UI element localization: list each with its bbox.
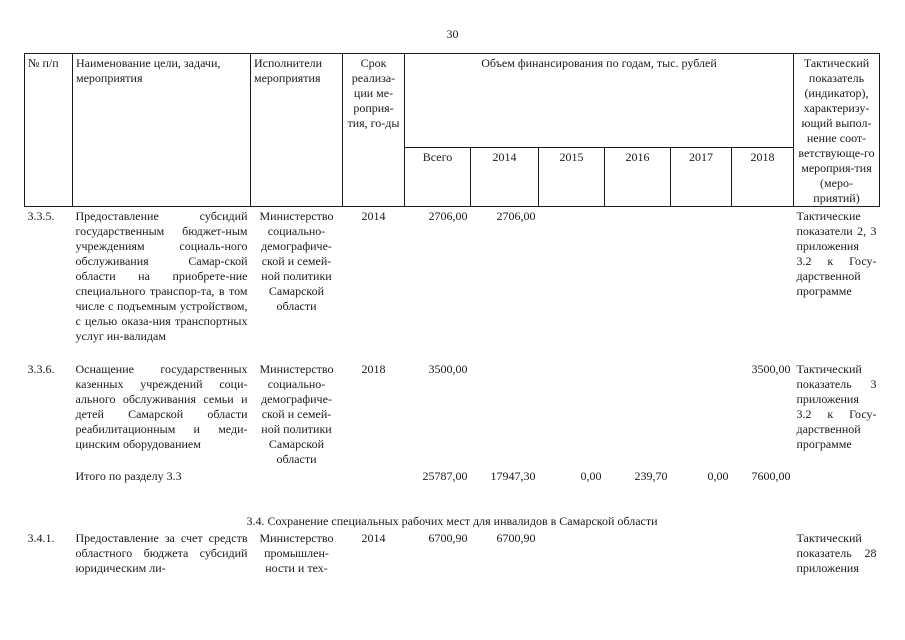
row-2018: 3500,00 xyxy=(751,361,791,376)
subtotal-2014: 17947,30 xyxy=(490,468,536,483)
row-2014: 2706,00 xyxy=(496,209,536,223)
header-2014: 2014 xyxy=(471,147,539,206)
row-total: 6700,90 xyxy=(428,530,468,545)
table-row xyxy=(25,529,880,576)
row-indicator: Тактический показатель 3 приложения 3.2 к Госу-дарственной программе xyxy=(796,361,877,451)
subtotal-2018: 7600,00 xyxy=(751,468,791,483)
row-2015 xyxy=(539,207,605,360)
row-term: 2014 xyxy=(361,209,386,223)
row-name: Предоставление за счет средств областного бюджета субсидий юридическим ли- xyxy=(75,530,248,575)
row-indicator: Тактические показатели 2, 3 приложения 3.2 к Госу-дарственной программе xyxy=(796,209,877,298)
subtotal-row xyxy=(25,467,880,484)
page-number: 30 xyxy=(446,27,459,41)
row-2018 xyxy=(732,207,794,360)
subtotal-2015: 0,00 xyxy=(580,468,602,483)
row-total: 2706,00 xyxy=(428,209,468,223)
row-num: 3.4.1. xyxy=(27,530,55,545)
row-num: 3.3.5. xyxy=(27,209,55,223)
row-2017 xyxy=(671,360,732,467)
row-2015 xyxy=(539,360,605,467)
section-title: 3.4. Сохранение специальных рабочих мест для инвалидов в Самарской области xyxy=(246,513,658,528)
header-funding: Объем финансирования по годам, тыс. рублей xyxy=(405,54,794,148)
row-num: 3.3.6. xyxy=(27,361,55,376)
header-2018: 2018 xyxy=(732,147,794,206)
table-row xyxy=(25,360,880,467)
row-executor: Министерство социально-демографиче-ской и семей-ной политики Самарской области xyxy=(259,361,334,466)
subtotal-total: 25787,00 xyxy=(422,468,468,483)
row-total: 3500,00 xyxy=(428,361,468,376)
header-indicator: Тактический показатель (индикатор), характеризу-ющий выпол-нение соот-ветствующе-го мероприя-тия (меро-приятий) xyxy=(794,54,880,207)
table-row xyxy=(25,207,880,360)
header-num: № п/п xyxy=(25,54,73,207)
subtotal-2016: 239,70 xyxy=(634,468,668,483)
row-2014: 6700,90 xyxy=(496,530,536,545)
header-2017: 2017 xyxy=(671,147,732,206)
header-name: Наименование цели, задачи, мероприятия xyxy=(73,54,251,207)
section-row xyxy=(25,484,880,529)
row-2014 xyxy=(471,360,539,467)
subtotal-2017: 0,00 xyxy=(707,468,729,483)
row-2016 xyxy=(605,360,671,467)
subtotal-label: Итого по разделу 3.3 xyxy=(75,468,182,483)
program-table xyxy=(24,53,880,576)
row-term: 2018 xyxy=(361,361,386,376)
header-executors: Исполнители мероприятия xyxy=(251,54,343,207)
row-2016 xyxy=(605,207,671,360)
row-name: Предоставление субсидий государственным бюджет-ным учреждениям социаль-ного обслуживания Самар-ской области на приобрете-ние специального транспор-та, в том числе с подъемным устройством, с целью оказа-ния транспортных услуг ин-валидам xyxy=(75,209,248,343)
row-2017 xyxy=(671,207,732,360)
row-executor: Министерство промышлен-ности и тех- xyxy=(259,530,334,575)
row-executor: Министерство социально-демографиче-ской и семей-ной политики Самарской области xyxy=(259,209,334,313)
header-2016: 2016 xyxy=(605,147,671,206)
header-term: Срок реализа-ции ме-роприя-тия, го-ды xyxy=(343,54,405,207)
row-indicator: Тактический показатель 28 приложения xyxy=(796,530,877,575)
row-term: 2014 xyxy=(361,530,386,545)
row-name: Оснащение государственных казенных учреждений соци-ального обслуживания семьи и детей Самарской области реабилитационным и меди-цинским оборудованием xyxy=(75,361,248,451)
header-total: Всего xyxy=(405,147,471,206)
header-2015: 2015 xyxy=(539,147,605,206)
